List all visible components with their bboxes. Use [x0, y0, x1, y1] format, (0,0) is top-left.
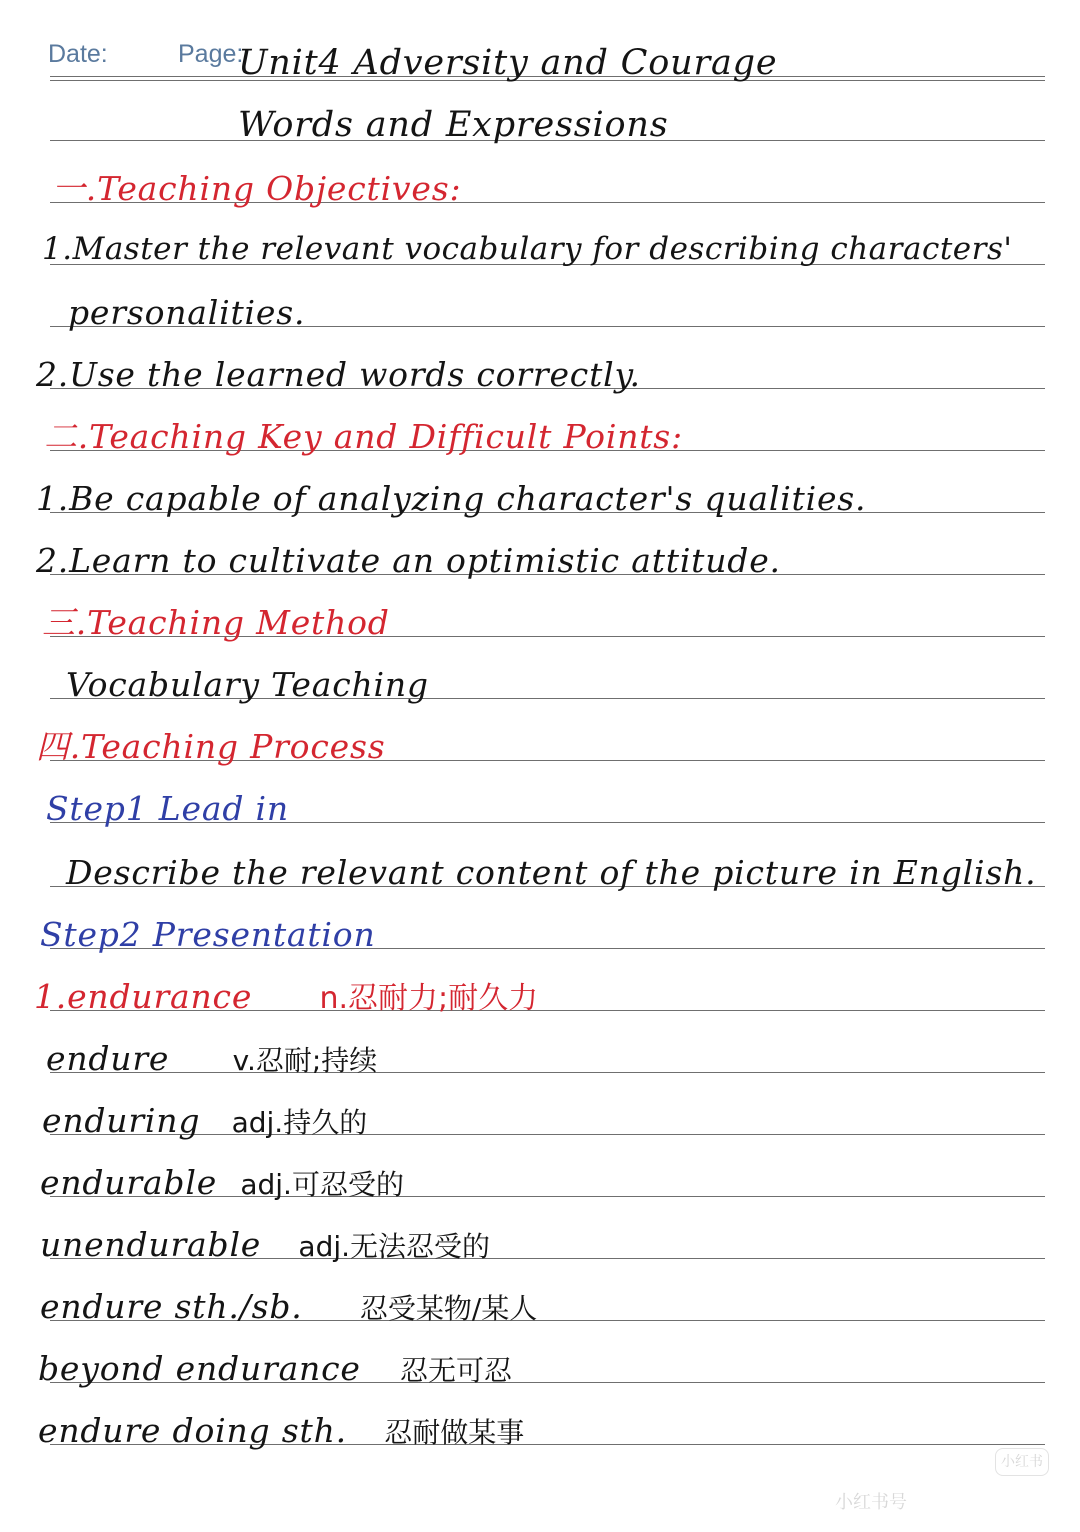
vocab-meaning: 忍受某物/某人	[359, 1292, 538, 1325]
step1-content: Describe the relevant content of the picture in English.	[66, 853, 1037, 892]
section-heading-key-points: 二.Teaching Key and Difficult Points:	[44, 417, 683, 456]
section-heading-method: 三.Teaching Method	[42, 603, 390, 642]
vocab-term: endure doing sth.	[38, 1411, 347, 1450]
vocab-headword	[34, 977, 539, 1016]
date-label: Date:	[48, 40, 108, 68]
vocab-meaning: adj.持久的	[231, 1106, 368, 1139]
unit-subtitle: Words and Expressions	[238, 105, 669, 145]
vocab-entry	[42, 1101, 368, 1140]
vocab-entry	[40, 1163, 404, 1202]
section-heading-process: 四.Teaching Process	[36, 727, 386, 766]
vocab-term: unendurable	[40, 1225, 262, 1264]
vocab-entry	[38, 1349, 513, 1388]
vocab-meaning: adj.无法忍受的	[298, 1230, 491, 1263]
vocab-meaning: 忍无可忍	[400, 1354, 513, 1387]
vocab-term: endure	[46, 1039, 170, 1078]
key-point-1: 1.Be capable of analyzing character's qualities.	[36, 479, 867, 518]
vocab-term: endurable	[40, 1163, 218, 1202]
key-point-2: 2.Learn to cultivate an optimistic attitude.	[36, 541, 781, 580]
method-content: Vocabulary Teaching	[66, 665, 429, 704]
headword-term: 1.endurance	[34, 977, 253, 1016]
vocab-entry	[40, 1225, 491, 1264]
vocab-term: endure sth./sb.	[40, 1287, 303, 1326]
step2-heading: Step2 Presentation	[40, 915, 376, 954]
watermark-text: 小红书号	[835, 1492, 907, 1513]
vocab-meaning: v.忍耐;持续	[232, 1044, 378, 1077]
headword-meaning: n.忍耐力;耐久力	[319, 981, 539, 1016]
watermark-badge: 小红书	[995, 1448, 1049, 1476]
objective-1-line2: personalities.	[68, 293, 306, 332]
unit-title: Unit4 Adversity and Courage	[238, 43, 778, 83]
vocab-entry	[38, 1411, 525, 1450]
section-heading-objectives: 一.Teaching Objectives:	[52, 169, 462, 208]
objective-1-line1: 1.Master the relevant vocabulary for describing characters'	[42, 231, 1013, 267]
vocab-term: enduring	[42, 1101, 201, 1140]
vocab-meaning: adj.可忍受的	[240, 1168, 404, 1201]
objective-2: 2.Use the learned words correctly.	[36, 355, 641, 394]
vocab-entry	[46, 1039, 378, 1078]
vocab-meaning: 忍耐做某事	[384, 1416, 525, 1449]
vocab-entry	[40, 1287, 538, 1326]
step1-heading: Step1 Lead in	[46, 789, 289, 828]
vocab-term: beyond endurance	[38, 1349, 361, 1388]
page-label: Page:	[178, 40, 244, 68]
